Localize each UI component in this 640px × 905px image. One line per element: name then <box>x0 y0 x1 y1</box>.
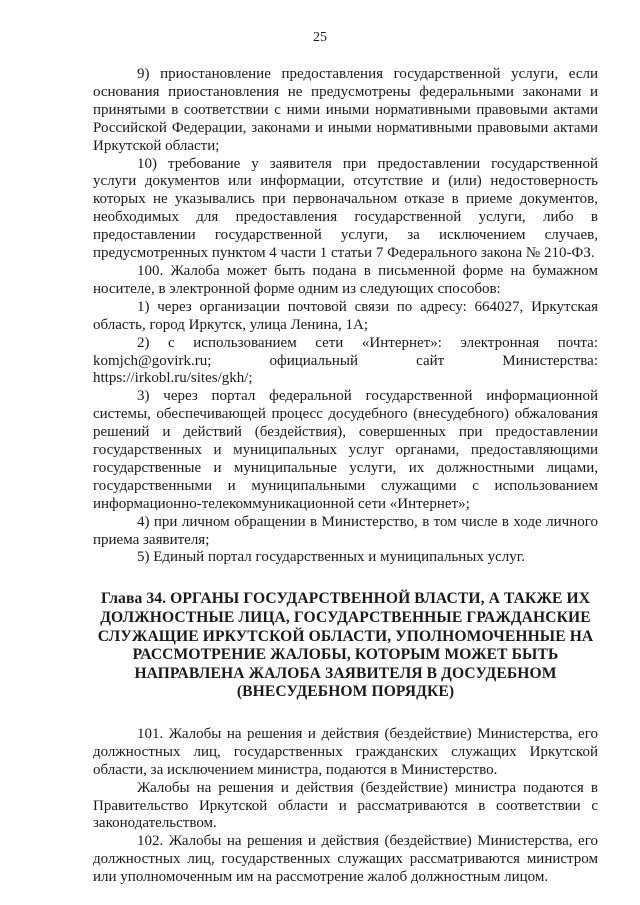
paragraph-item-9: 9) приостановление предоставления государственной услуги, если основания приостановления не предусмотрены федеральными законами и принятыми в соответствии с ними иными нормативными правовыми актами Российской Федерации, законами и иными нормативными правовыми актами Иркутской области; <box>93 66 598 154</box>
document-body <box>93 66 598 887</box>
paragraph-method-5: 5) Единый портал государственных и муниципальных услуг. <box>137 549 525 566</box>
paragraph-item-10: 10) требование у заявителя при предоставлении государственной услуги документов или информации, отсутствие и (или) недостоверность которых не указывались при первоначальном отказе в приеме документов, необходимых для предоставления государственной услуги, либо в предоставлении государственной услуги, за исключением случаев, предусмотренных пунктом 4 части 1 статьи 7 Федерального закона № 210-ФЗ. <box>93 155 598 262</box>
paragraph-102: 102. Жалобы на решения и действия (бездействие) Министерства, его должностных лиц, государственных служащих рассматриваются министром или уполномоченным им на рассмотрение жалоб должностным лицом. <box>93 833 598 886</box>
paragraph-method-1: 1) через организации почтовой связи по адресу: 664027, Иркутская область, город Иркутск, улица Ленина, 1А; <box>93 298 598 333</box>
paragraph-method-2: 2) с использованием сети «Интернет»: электронная почта: komjch@govirk.ru; официальный сайт Министерства: https://irkobl.ru/sites/gkh/; <box>93 334 598 387</box>
chapter-heading-line: ДОЛЖНОСТНЫЕ ЛИЦА, ГОСУДАРСТВЕННЫЕ ГРАЖДАНСКИЕ <box>100 608 591 626</box>
paragraph-method-3: 3) через портал федеральной государственной информационной системы, обеспечивающей процесс досудебного (внесудебного) обжалования решений и действий (бездействия), совершенных при предоставлении государственных и муниципальных услуг органами, предоставляющими государственные и муниципальные услуги, их должностными лицами, государственными и муниципальными служащими с использованием информационно-телекоммуникационной сети «Интернет»; <box>93 388 598 512</box>
page-number: 25 <box>313 30 327 45</box>
chapter-heading-line: Глава 34. ОРГАНЫ ГОСУДАРСТВЕННОЙ ВЛАСТИ, А ТАКЖЕ ИХ <box>100 590 591 608</box>
paragraph-101: 101. Жалобы на решения и действия (бездействие) Министерства, его должностных лиц, государственных гражданских служащих Иркутской области, за исключением министра, подаются в Министерство. <box>93 725 598 778</box>
paragraph-minister-complaints: Жалобы на решения и действия (бездействие) министра подаются в Правительство Иркутской области и рассматриваются в соответствии с законодательством. <box>93 779 598 832</box>
chapter-heading-line: (ВНЕСУДЕБНОМ ПОРЯДКЕ) <box>236 683 455 701</box>
paragraph-100: 100. Жалоба может быть подана в письменной форме на бумажном носителе, в электронной форме одним из следующих способов: <box>93 262 598 297</box>
chapter-heading-line: РАССМОТРЕНИЕ ЖАЛОБЫ, КОТОРЫМ МОЖЕТ БЫТЬ <box>132 646 559 664</box>
chapter-heading-line: НАПРАВЛЕНА ЖАЛОБА ЗАЯВИТЕЛЯ В ДОСУДЕБНОМ <box>134 664 557 682</box>
chapter-heading <box>93 590 598 702</box>
paragraph-method-4: 4) при личном обращении в Министерство, в том числе в ходе личного приема заявителя; <box>93 513 598 548</box>
chapter-heading-line: СЛУЖАЩИЕ ИРКУТСКОЙ ОБЛАСТИ, УПОЛНОМОЧЕННЫЕ НА <box>97 627 594 645</box>
